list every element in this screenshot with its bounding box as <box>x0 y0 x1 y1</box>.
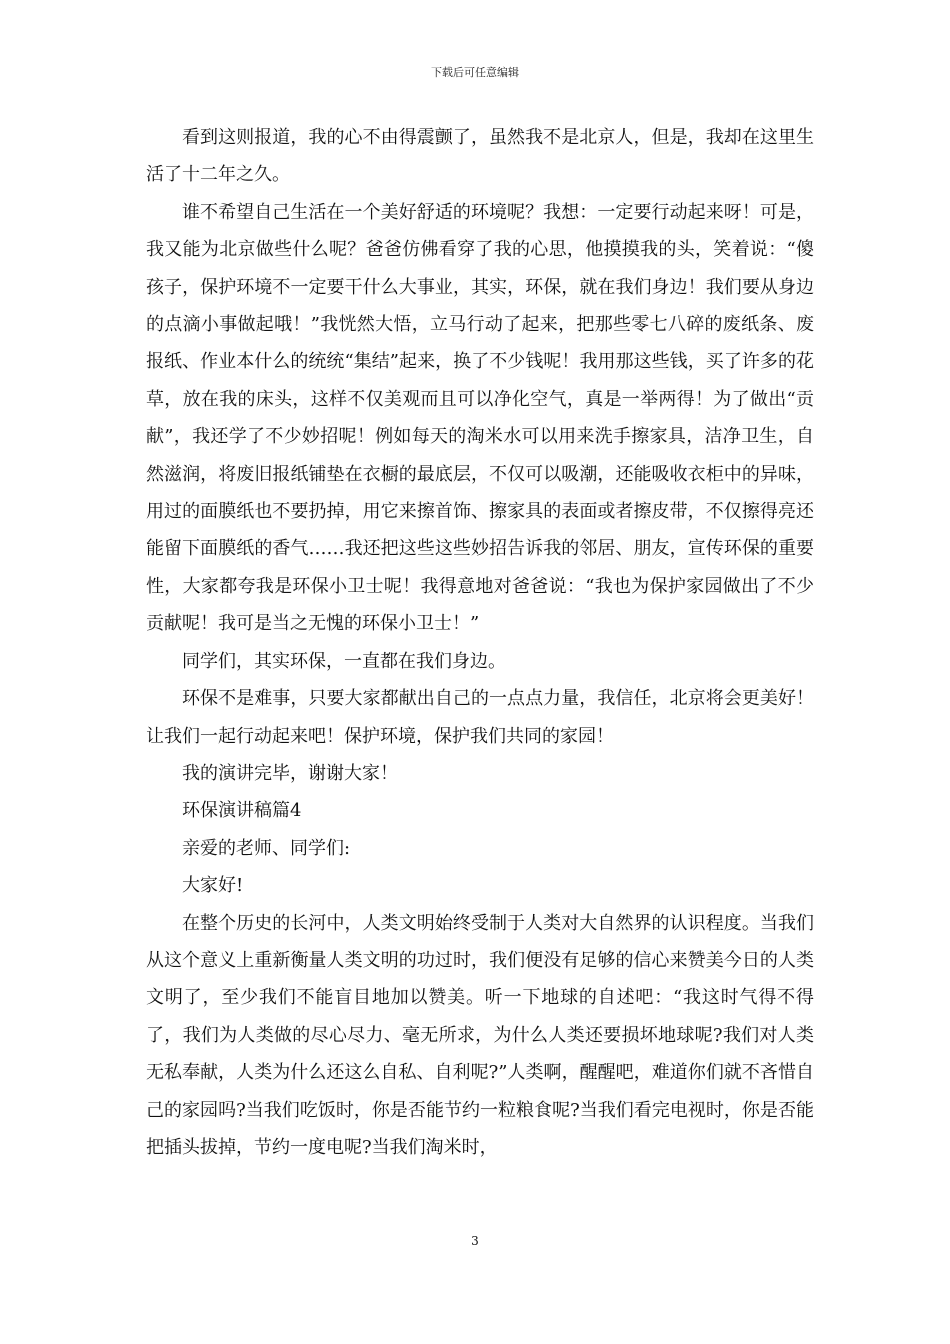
page-number: 3 <box>471 1234 479 1248</box>
paragraph: 谁不希望自己生活在一个美好舒适的环境呢？我想：一定要行动起来呀！可是，我又能为北京做些什么呢？爸爸仿佛看穿了我的心思，他摸摸我的头，笑着说：“傻孩子，保护环境不一定要干什么大事业，其实，环保，就在我们身边！我们要从身边的点滴小事做起哦！”我恍然大悟，立马行动了起来，把那些零七八碎的废纸条、废报纸、作业本什么的统统“集结”起来，换了不少钱呢！我用那这些钱，买了许多的花草，放在我的床头，这样不仅美观而且可以净化空气，真是一举两得！为了做出“贡献”，我还学了不少妙招呢！例如每天的淘米水可以用来洗手擦家具，洁净卫生，自然滋润，将废旧报纸铺垫在衣橱的最底层，不仅可以吸潮，还能吸收衣柜中的异味，用过的面膜纸也不要扔掉，用它来擦首饰、擦家具的表面或者擦皮带，不仅擦得亮还能留下面膜纸的香气……我还把这些这些妙招告诉我的邻居、朋友，宣传环保的重要性，大家都夸我是环保小卫士呢！我得意地对爸爸说：“我也为保护家园做出了不少贡献呢！我可是当之无愧的环保小卫士！” <box>146 201 814 635</box>
paragraph: 环保不是难事，只要大家都献出自己的一点点力量，我信任，北京将会更美好！让我们一起行动起来吧！保护环境，保护我们共同的家园！ <box>146 688 814 747</box>
paragraph: 看到这则报道，我的心不由得震颤了，虽然我不是北京人，但是，我却在这里生活了十二年之久。 <box>146 127 814 186</box>
paragraph: 同学们，其实环保，一直都在我们身边。 <box>182 650 506 672</box>
paragraph: 在整个历史的长河中，人类文明始终受制于人类对大自然界的认识程度。当我们从这个意义上重新衡量人类文明的功过时，我们便没有足够的信心来赞美今日的人类文明了，至少我们不能盲目地加以赞美。听一下地球的自述吧：“我这时气得不得了，我们为人类做的尽心尽力、毫无所求，为什么人类还要损坏地球呢?我们对人类无私奉献，人类为什么还这么自私、自利呢?”人类啊，醒醒吧，难道你们就不吝惜自己的家园吗?当我们吃饭时，你是否能节约一粒粮食呢?当我们看完电视时，你是否能把插头拔掉，节约一度电呢?当我们淘米时， <box>146 912 814 1158</box>
greeting: 大家好! <box>182 875 244 897</box>
salutation: 亲爱的老师、同学们: <box>182 837 351 859</box>
section-heading: 环保演讲稿篇4 <box>182 800 302 822</box>
page-header: 下载后可任意编辑 <box>431 66 519 79</box>
paragraph: 我的演讲完毕，谢谢大家！ <box>182 762 398 784</box>
document-body <box>146 119 814 1166</box>
